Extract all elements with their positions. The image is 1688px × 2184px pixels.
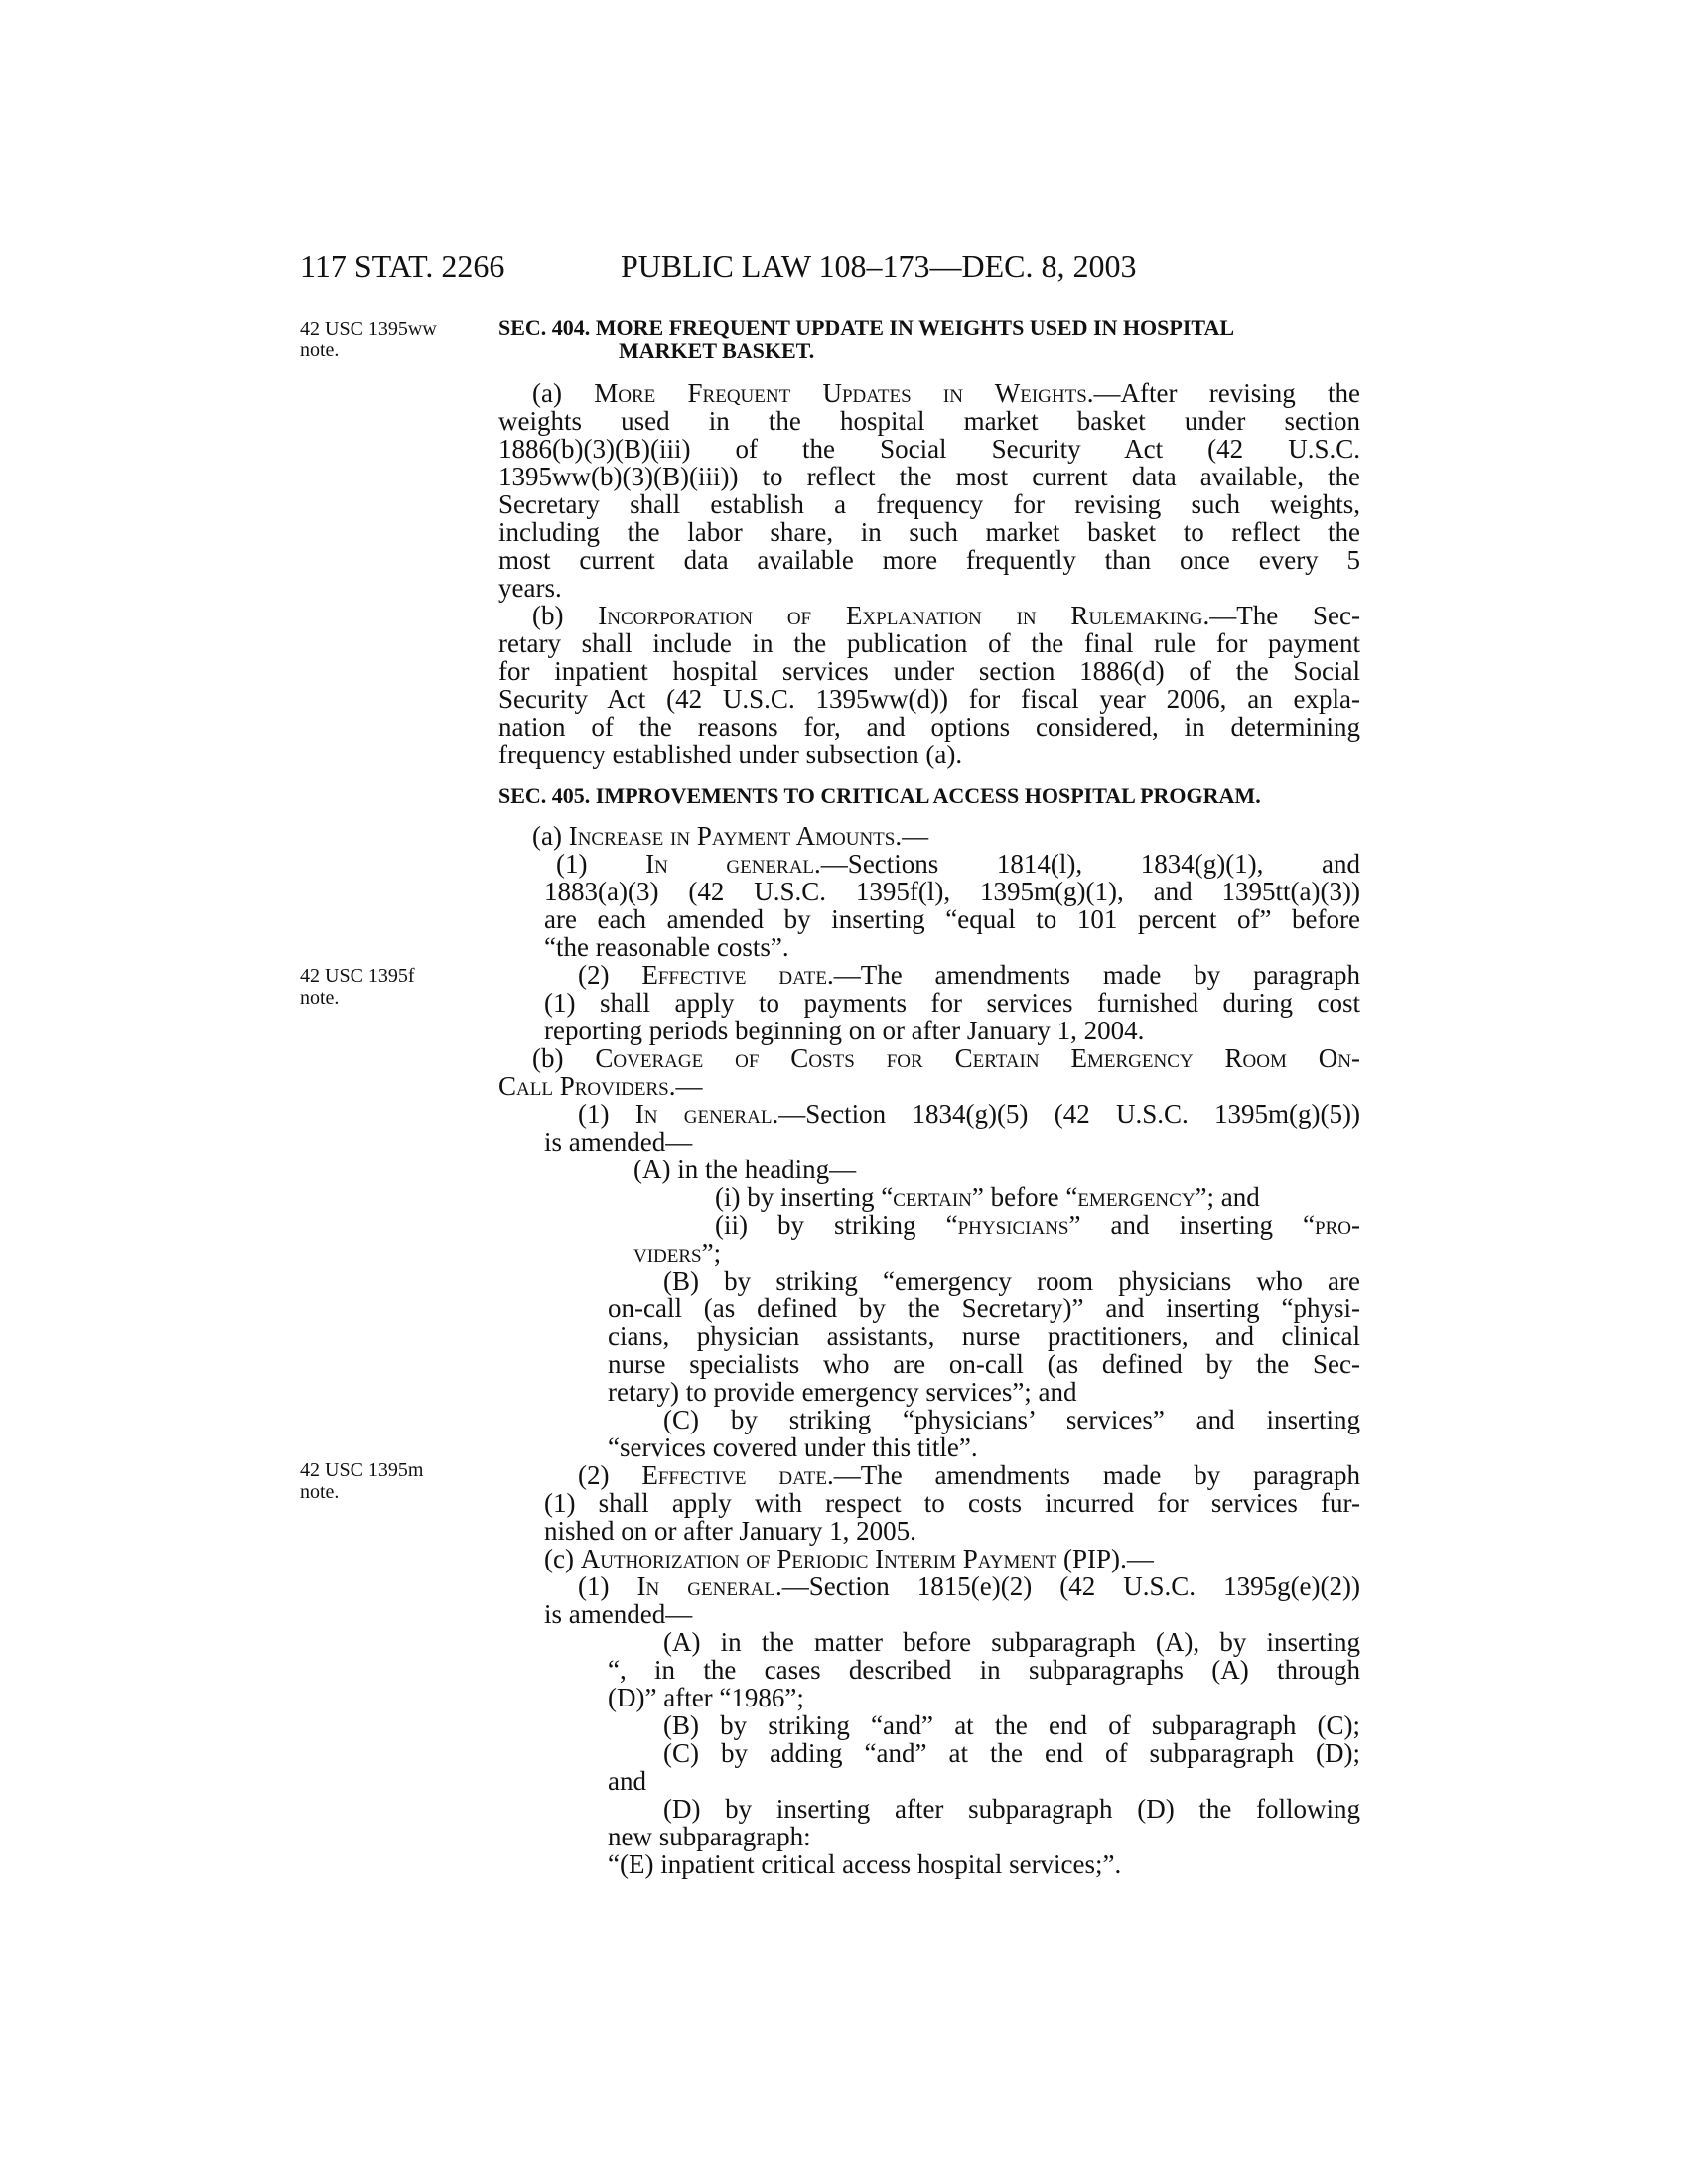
- caption: Effective date: [641, 960, 827, 990]
- sec-404-b-line: frequency established under subsection (a).: [498, 740, 963, 769]
- text: (ii) by striking “: [715, 1210, 958, 1240]
- sec-405-bC-line: (C) by striking “physicians’ services” and inserting: [663, 1405, 1360, 1434]
- caption: certain: [893, 1182, 972, 1212]
- sec-405-bC-line: “services covered under this title”.: [608, 1433, 978, 1462]
- text: .—Section 1834(g)(5) (42 U.S.C. 1395m(g)(5)): [772, 1099, 1360, 1129]
- sec-405-cD-line: new subparagraph:: [608, 1822, 811, 1851]
- margin-note-1395ww: [300, 318, 449, 361]
- sec-405-c-line: [498, 1545, 1360, 1572]
- sec-404-a-line: years.: [498, 573, 562, 603]
- sec-405-cD-line: (D) by inserting after subparagraph (D) the following: [663, 1794, 1360, 1824]
- sec-405-cC-line: (C) by adding “and” at the end of subparagraph (D);: [663, 1738, 1360, 1768]
- sec-405-bB-line: (B) by striking “emergency room physicians who are: [663, 1266, 1360, 1296]
- para-label: (1): [556, 849, 646, 879]
- sec-405-heading: [498, 784, 1360, 808]
- text: .—: [895, 821, 929, 851]
- sec-404-a-line: 1886(b)(3)(B)(iii) of the Social Security Act (42 U.S.C.: [498, 434, 1360, 464]
- margin-note-line: note.: [300, 340, 340, 361]
- text: .—Section 1815(e)(2) (42 U.S.C. 1395g(e)(2)): [774, 1571, 1361, 1601]
- caption: In general: [645, 849, 815, 879]
- sec-404-a-line: including the labor share, in such market basket to reflect the: [498, 517, 1360, 547]
- running-title: PUBLIC LAW 108–173—DEC. 8, 2003: [621, 248, 1137, 284]
- para-label: (1): [578, 1099, 635, 1129]
- sec-405-b2-line: [498, 1461, 1360, 1489]
- sec-404-b-line: for inpatient hospital services under section 1886(d) of the Social: [498, 656, 1360, 686]
- sec-404-b-line: [498, 602, 1360, 629]
- text: .—The Sec-: [1202, 601, 1360, 630]
- sec-404-b-line: Security Act (42 U.S.C. 1395ww(d)) for fiscal year 2006, an expla-: [498, 684, 1360, 714]
- text: ”; and: [1195, 1182, 1260, 1212]
- sec-405-a2-line: [498, 961, 1360, 989]
- text: ” and inserting “: [1068, 1210, 1316, 1240]
- para-label: (2): [578, 960, 642, 990]
- sec-405-c1-line: is amended—: [544, 1599, 693, 1629]
- caption: Incorporation of Explanation in Rulemaking: [598, 601, 1203, 630]
- text: .—Sections 1814(l), 1834(g)(1), and: [814, 849, 1360, 879]
- sec-405-bB-line: cians, physician assistants, nurse practitioners, and clinical: [608, 1321, 1360, 1351]
- margin-note-line: 42 USC 1395m: [300, 1459, 424, 1481]
- sec-405-a1-line: 1883(a)(3) (42 U.S.C. 1395f(l), 1395m(g)(1), and 1395tt(a)(3)): [544, 877, 1360, 906]
- caption: In general: [636, 1571, 775, 1601]
- para-label: (1): [578, 1571, 637, 1601]
- caption: pro-: [1315, 1210, 1360, 1240]
- margin-note-1395f: [300, 965, 449, 1009]
- sec-405-cA-line: (A) in the matter before subparagraph (A), by inserting: [663, 1627, 1360, 1657]
- sec-405-bAii-line: [498, 1239, 1360, 1267]
- sec-405-cB-line: (B) by striking “and” at the end of subparagraph (C);: [663, 1710, 1360, 1740]
- margin-note-line: 42 USC 1395f: [300, 965, 415, 987]
- margin-note-1395m: [300, 1459, 449, 1503]
- sec-405-cA-line: (D)” after “1986”;: [608, 1683, 804, 1712]
- sec-404-a-line: Secretary shall establish a frequency for revising such weights,: [498, 489, 1360, 519]
- sec-404-a-line: [498, 379, 1360, 407]
- sec-405-b2-line: nished on or after January 1, 2005.: [544, 1516, 916, 1546]
- para-label: (b): [532, 1043, 596, 1073]
- text: (i) by inserting “: [715, 1182, 894, 1212]
- text: .—: [1120, 1544, 1154, 1573]
- caption: emergency: [1077, 1182, 1196, 1212]
- sec-404-a-line: weights used in the hospital market basket under section: [498, 406, 1360, 436]
- sec-405-heading-line: SEC. 405. IMPROVEMENTS TO CRITICAL ACCESS HOSPITAL PROGRAM.: [498, 783, 1261, 808]
- caption: Call Providers: [498, 1071, 669, 1101]
- text: ”;: [701, 1238, 722, 1268]
- margin-note-line: note.: [300, 1481, 340, 1503]
- para-label: (2): [578, 1460, 642, 1490]
- sec-405-bB-line: nurse specialists who are on-call (as defined by the Sec-: [608, 1349, 1360, 1379]
- text: .—: [668, 1071, 703, 1101]
- sec-405-bB-line: on-call (as defined by the Secretary)” and inserting “physi-: [608, 1294, 1360, 1323]
- para-label: (a): [532, 821, 569, 851]
- sec-404-heading-line1: SEC. 404. MORE FREQUENT UPDATE IN WEIGHTS USED IN HOSPITAL: [498, 315, 1235, 340]
- sec-405-a1-line: “the reasonable costs”.: [544, 932, 789, 962]
- sec-405-bA-line: (A) in the heading—: [633, 1155, 857, 1184]
- sec-404-body: [498, 379, 1360, 768]
- sec-405-b1-line: is amended—: [544, 1127, 693, 1157]
- sec-405-cE-line: “(E) inpatient critical access hospital services;”.: [608, 1849, 1122, 1879]
- caption: Effective date: [641, 1460, 827, 1490]
- sec-404-heading-line2: MARKET BASKET.: [619, 339, 815, 363]
- margin-note-line: note.: [300, 987, 340, 1009]
- caption: More Frequent Updates in Weights: [594, 378, 1087, 408]
- sec-405-a2-line: (1) shall apply to payments for services furnished during cost: [544, 988, 1360, 1018]
- sec-405-bB-line: retary) to provide emergency services”; and: [608, 1377, 1077, 1407]
- margin-note-line: 42 USC 1395ww: [300, 318, 437, 340]
- sec-404-heading: [498, 316, 1360, 363]
- sec-405-bAii-line: [498, 1211, 1360, 1239]
- sec-404-b-line: retary shall include in the publication of the final rule for payment: [498, 628, 1360, 658]
- sec-405-cC-line: and: [608, 1766, 646, 1796]
- sec-405-a2-line: reporting periods beginning on or after January 1, 2004.: [544, 1016, 1145, 1045]
- sec-404-b-line: nation of the reasons for, and options considered, in determining: [498, 712, 1360, 742]
- text: ” before “: [971, 1182, 1078, 1212]
- sec-405-c1-line: [498, 1572, 1360, 1600]
- caption: Coverage of Costs for Certain Emergency Room On-: [595, 1043, 1360, 1073]
- text: .—The amendments made by paragraph: [826, 1460, 1361, 1490]
- sec-405-a1-line: [498, 850, 1360, 878]
- caption: In general: [634, 1099, 773, 1129]
- stat-page-number: 117 STAT. 2266: [300, 248, 505, 284]
- sec-404-a-line: 1395ww(b)(3)(B)(iii)) to reflect the most current data available, the: [498, 462, 1360, 491]
- sec-404-a-line: most current data available more frequently than once every 5: [498, 545, 1360, 575]
- sec-405-cA-line: “, in the cases described in subparagraphs (A) through: [608, 1655, 1360, 1685]
- text: .—The amendments made by paragraph: [826, 960, 1361, 990]
- caption: physicians: [957, 1210, 1069, 1240]
- caption: Increase in Payment Amounts: [568, 821, 896, 851]
- sec-405-a-line: [498, 822, 1360, 850]
- sec-405-b2-line: (1) shall apply with respect to costs incurred for services fur-: [544, 1488, 1360, 1518]
- para-label: (c): [544, 1544, 581, 1573]
- caption: viders: [633, 1238, 702, 1268]
- sec-405-b-line: [498, 1044, 1360, 1072]
- sec-405-bAi-line: [498, 1183, 1360, 1211]
- sec-405-b-line: [498, 1072, 1360, 1100]
- para-label: (b): [532, 601, 599, 630]
- text: .—After revising the: [1086, 378, 1361, 408]
- sec-405-a1-line: are each amended by inserting “equal to 101 percent of” before: [544, 904, 1360, 934]
- para-label: (a): [532, 378, 595, 408]
- sec-405-body: [498, 822, 1360, 1878]
- caption: Authorization of Periodic Interim Payment (PIP): [580, 1544, 1121, 1573]
- sec-405-b1-line: [498, 1100, 1360, 1128]
